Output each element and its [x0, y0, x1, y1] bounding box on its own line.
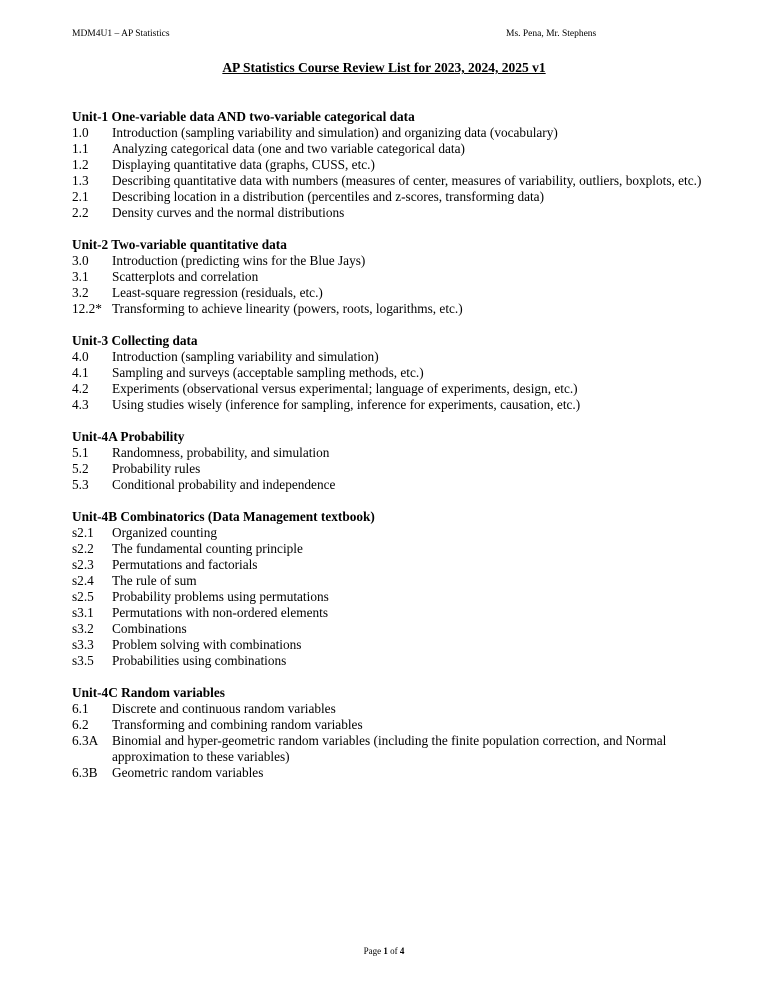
item-number: 5.3	[72, 477, 89, 492]
list-item	[72, 269, 712, 285]
list-item	[72, 397, 712, 413]
item-number: 6.3A	[72, 733, 99, 748]
footer-of: of	[390, 946, 398, 956]
item-number: s3.2	[72, 621, 94, 636]
item-number: 2.2	[72, 205, 89, 220]
unit-heading: Unit-4A Probability	[72, 429, 185, 444]
unit-heading: Unit-3 Collecting data	[72, 333, 198, 348]
item-number: s2.5	[72, 589, 94, 604]
list-item	[72, 605, 712, 621]
item-number: 5.1	[72, 445, 89, 460]
list-item	[72, 365, 712, 381]
page-footer	[0, 946, 768, 956]
item-number: 1.2	[72, 157, 89, 172]
item-text: Using studies wisely (inference for sampling, inference for experiments, causation, etc.)	[112, 397, 581, 412]
list-item	[72, 349, 712, 365]
item-text: Analyzing categorical data (one and two variable categorical data)	[112, 141, 465, 156]
item-number: s3.1	[72, 605, 94, 620]
item-text: Organized counting	[112, 525, 217, 540]
unit-section	[72, 333, 712, 413]
footer-total: 4	[399, 946, 405, 956]
header-teachers: Ms. Pena, Mr. Stephens	[506, 29, 597, 39]
list-item	[72, 253, 712, 269]
item-text: The rule of sum	[112, 573, 197, 588]
item-number: s2.2	[72, 541, 94, 556]
item-text: Describing quantitative data with numbers (measures of center, measures of variability, outliers, boxplots, etc.)	[112, 173, 702, 188]
item-number: 3.2	[72, 285, 89, 300]
list-item	[72, 557, 712, 573]
list-item	[72, 301, 712, 317]
item-number: 4.2	[72, 381, 89, 396]
unit-section	[72, 109, 712, 221]
unit-heading: Unit-1 One-variable data AND two-variable categorical data	[72, 109, 415, 124]
list-item	[72, 477, 712, 493]
unit-section	[72, 237, 712, 317]
list-item	[72, 189, 712, 205]
item-text: Geometric random variables	[112, 765, 264, 780]
unit-list	[72, 109, 712, 797]
page-title: AP Statistics Course Review List for 2023, 2024, 2025 v1	[222, 60, 546, 75]
item-number: s2.4	[72, 573, 94, 588]
item-text: Experiments (observational versus experimental; language of experiments, design, etc.)	[112, 381, 578, 396]
footer-page: 1	[383, 946, 388, 956]
unit-section	[72, 685, 712, 781]
item-text: Transforming and combining random variables	[112, 717, 363, 732]
item-text: Introduction (sampling variability and simulation)	[112, 349, 379, 364]
list-item	[72, 653, 712, 669]
list-item	[72, 125, 712, 141]
item-text: Discrete and continuous random variables	[112, 701, 336, 716]
item-number: 4.3	[72, 397, 89, 412]
unit-heading: Unit-4C Random variables	[72, 685, 225, 700]
item-text: Displaying quantitative data (graphs, CUSS, etc.)	[112, 157, 375, 172]
item-number: 6.3B	[72, 765, 98, 780]
item-number: 3.1	[72, 269, 89, 284]
item-number: s2.3	[72, 557, 94, 572]
list-item	[72, 589, 712, 605]
item-number: 6.1	[72, 701, 89, 716]
item-text: Probability rules	[112, 461, 201, 476]
list-item	[72, 141, 712, 157]
item-number: s3.5	[72, 653, 94, 668]
item-text: Sampling and surveys (acceptable sampling methods, etc.)	[112, 365, 424, 380]
item-text: Binomial and hyper-geometric random variables (including the finite population correction, and Normal approximation to these variables)	[112, 733, 667, 764]
item-text: Transforming to achieve linearity (powers, roots, logarithms, etc.)	[112, 301, 463, 316]
item-text: Combinations	[112, 621, 187, 636]
list-item	[72, 525, 712, 541]
item-number: 3.0	[72, 253, 89, 268]
list-item	[72, 461, 712, 477]
item-text: Density curves and the normal distributions	[112, 205, 345, 220]
item-number: 12.2*	[72, 301, 102, 316]
header-course: MDM4U1 – AP Statistics	[72, 29, 170, 39]
item-text: The fundamental counting principle	[112, 541, 303, 556]
unit-section	[72, 509, 712, 669]
list-item	[72, 765, 712, 781]
item-text: Permutations with non-ordered elements	[112, 605, 329, 620]
item-number: 1.3	[72, 173, 89, 188]
unit-heading: Unit-4B Combinatorics (Data Management textbook)	[72, 509, 375, 524]
list-item	[72, 637, 712, 653]
item-number: 2.1	[72, 189, 89, 204]
item-text: Randomness, probability, and simulation	[112, 445, 330, 460]
item-number: 5.2	[72, 461, 89, 476]
list-item	[72, 717, 712, 733]
item-number: s3.3	[72, 637, 94, 652]
list-item	[72, 621, 712, 637]
list-item	[72, 205, 712, 221]
item-number: 4.0	[72, 349, 89, 364]
unit-section	[72, 429, 712, 493]
item-number: 1.1	[72, 141, 89, 156]
item-text: Introduction (sampling variability and simulation) and organizing data (vocabulary)	[112, 125, 558, 140]
item-text: Probabilities using combinations	[112, 653, 287, 668]
list-item	[72, 445, 712, 461]
item-text: Permutations and factorials	[112, 557, 258, 572]
list-item	[72, 285, 712, 301]
item-number: 4.1	[72, 365, 89, 380]
item-number: 6.2	[72, 717, 89, 732]
list-item	[72, 701, 712, 717]
item-text: Conditional probability and independence	[112, 477, 336, 492]
footer-prefix: Page	[363, 946, 382, 956]
item-text: Least-square regression (residuals, etc.)	[112, 285, 323, 300]
unit-heading: Unit-2 Two-variable quantitative data	[72, 237, 287, 252]
list-item	[72, 573, 712, 589]
item-text: Introduction (predicting wins for the Blue Jays)	[112, 253, 366, 268]
item-text: Probability problems using permutations	[112, 589, 329, 604]
list-item	[72, 541, 712, 557]
item-text: Describing location in a distribution (percentiles and z-scores, transforming data)	[112, 189, 545, 204]
item-text: Problem solving with combinations	[112, 637, 302, 652]
list-item	[72, 157, 712, 173]
item-number: 1.0	[72, 125, 89, 140]
list-item	[72, 381, 712, 397]
list-item	[72, 173, 712, 189]
item-text: Scatterplots and correlation	[112, 269, 259, 284]
item-number: s2.1	[72, 525, 94, 540]
list-item	[72, 733, 712, 765]
